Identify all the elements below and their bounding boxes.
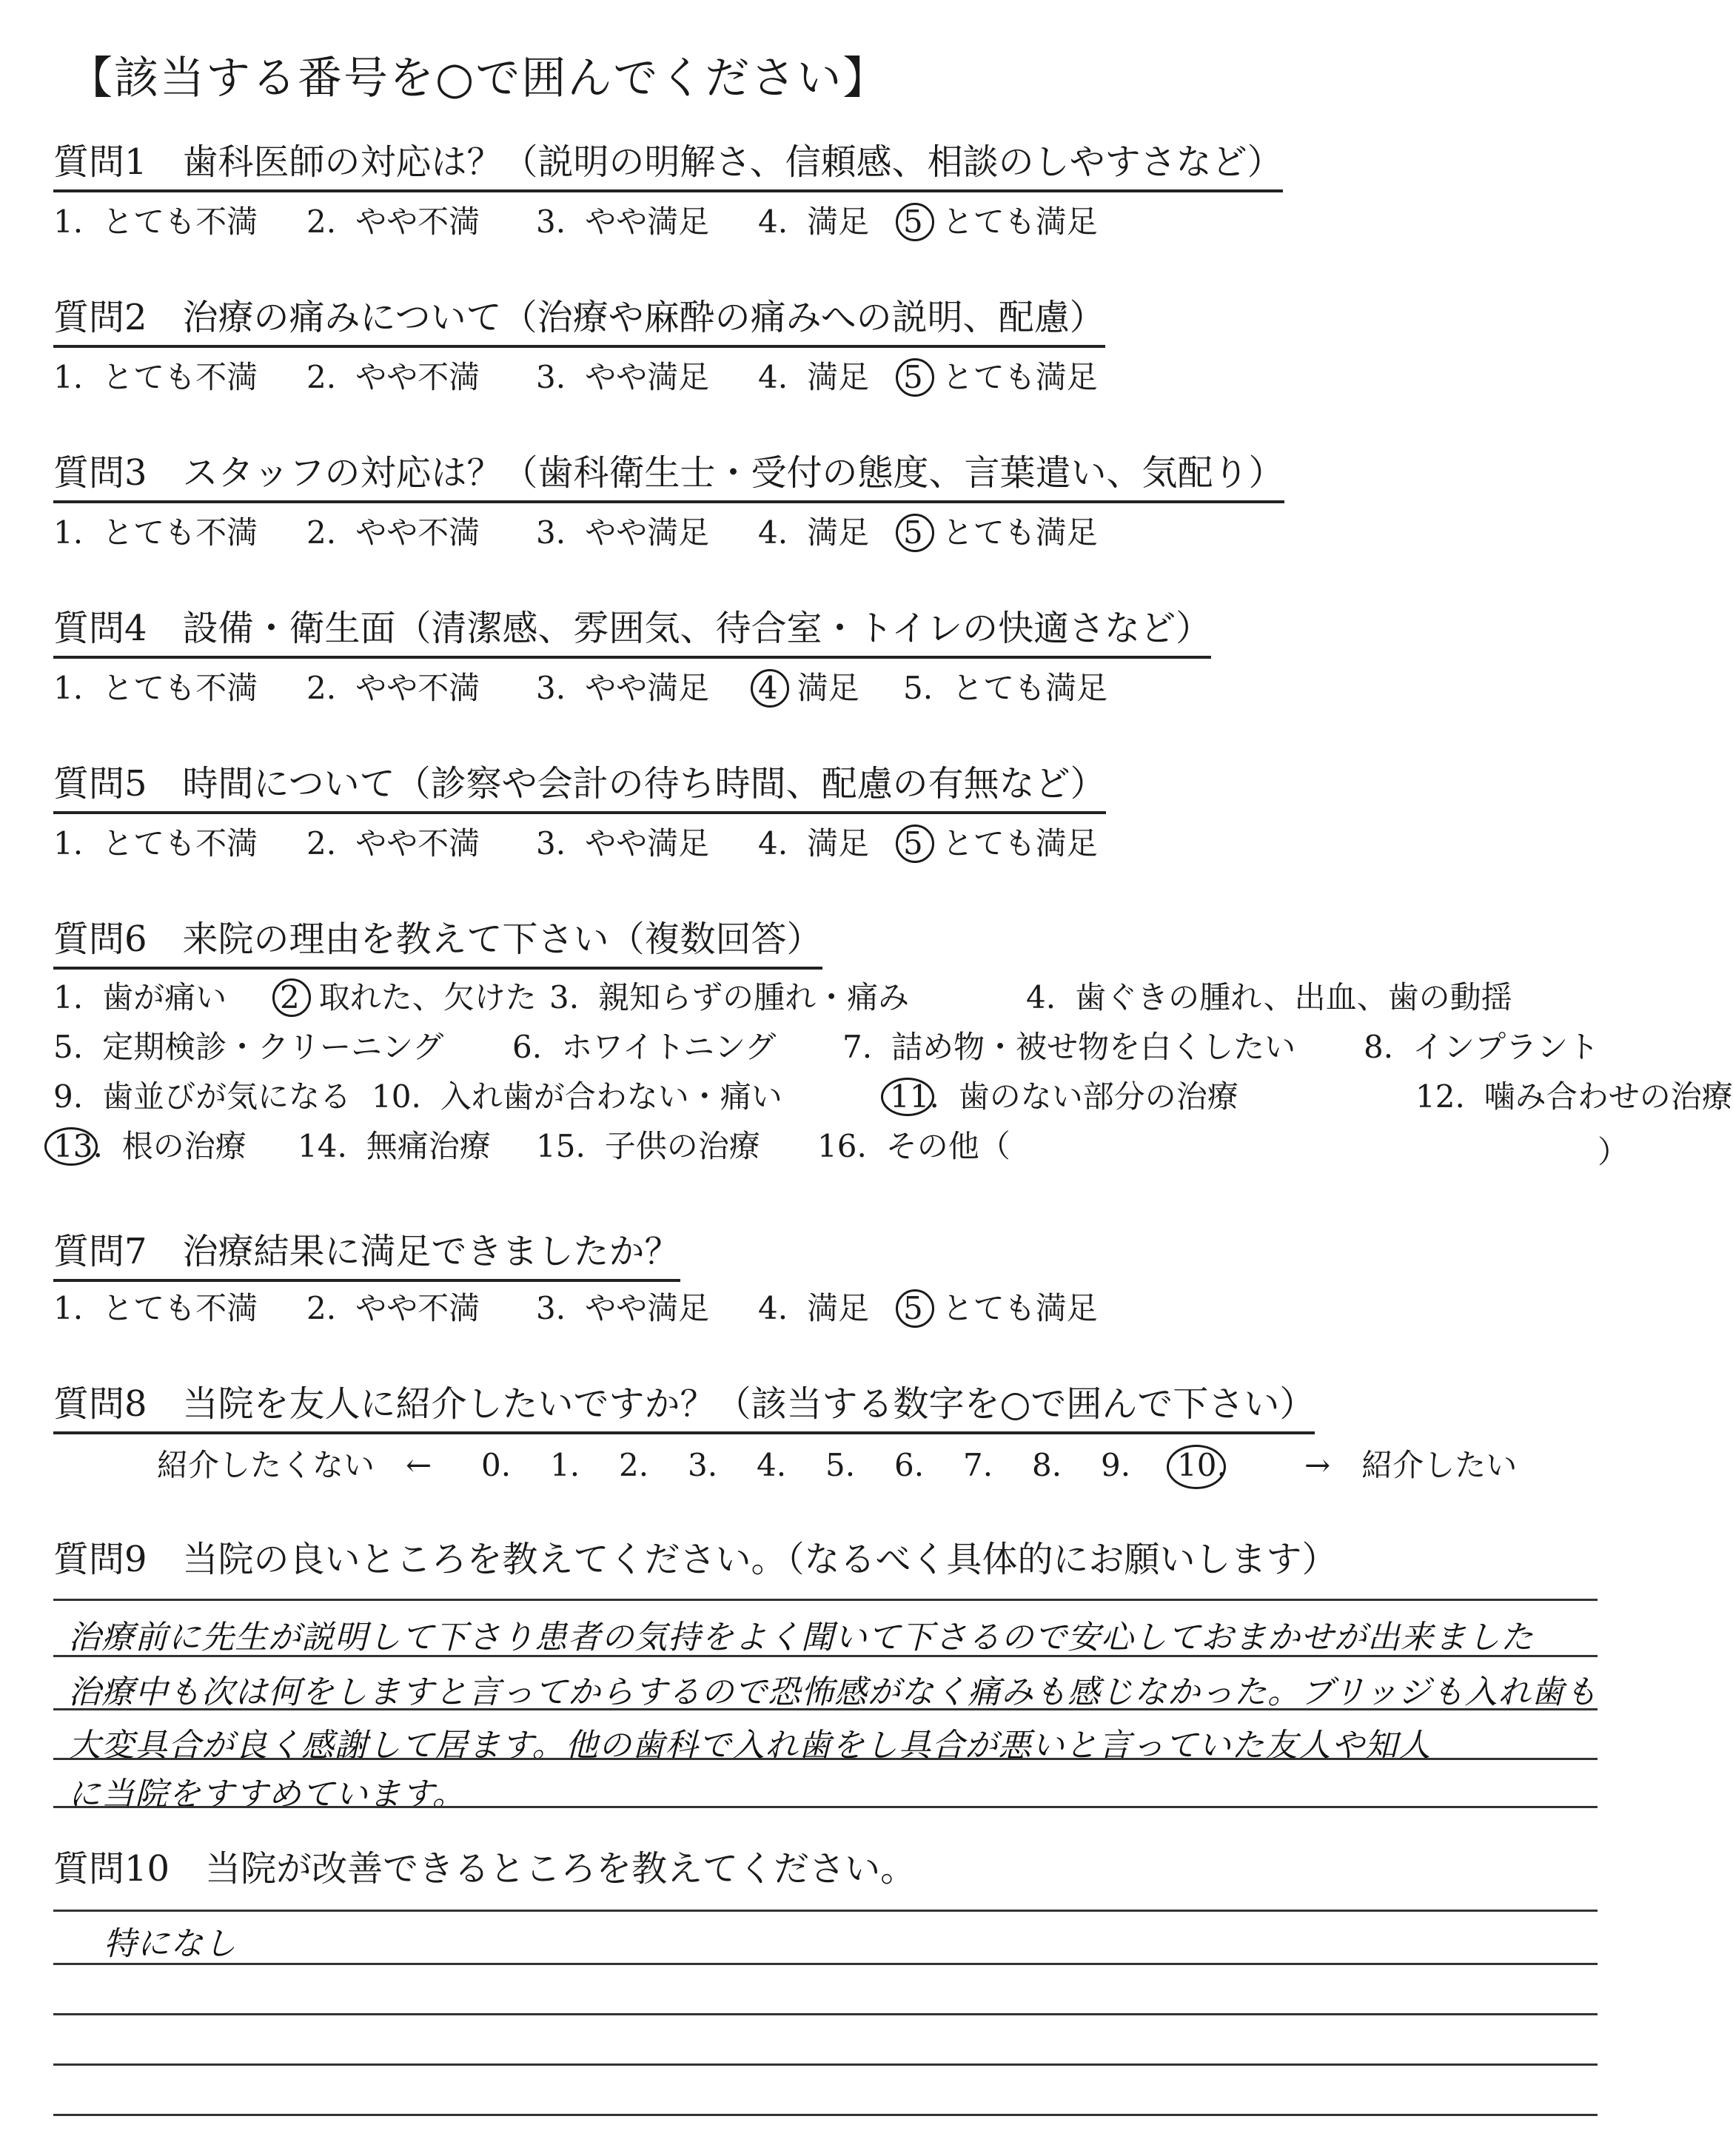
option-number: 12. bbox=[1415, 1078, 1465, 1115]
option-number: 1. bbox=[53, 359, 84, 395]
option-label: とても満足 bbox=[952, 670, 1108, 706]
option-number: 4. bbox=[758, 1290, 788, 1326]
option-number: 14. bbox=[298, 1128, 347, 1164]
option-number: 2. bbox=[306, 359, 337, 395]
answer-line bbox=[53, 1963, 1598, 1965]
option-label: 歯のない部分の治療 bbox=[958, 1078, 1238, 1115]
option-label: 詰め物・被せ物を白くしたい bbox=[891, 1029, 1296, 1065]
option-selected[interactable] bbox=[903, 823, 1098, 864]
option-selected[interactable] bbox=[903, 357, 1098, 398]
option[interactable] bbox=[536, 512, 709, 554]
option[interactable] bbox=[536, 1126, 760, 1167]
option-label: とても不満 bbox=[102, 359, 258, 395]
answer-line bbox=[53, 1806, 1598, 1808]
option-label: とても不満 bbox=[102, 1290, 258, 1326]
option-number: 1. bbox=[53, 979, 84, 1015]
scale-number[interactable]: 5. bbox=[825, 1447, 856, 1483]
scale-number[interactable]: 8. bbox=[1032, 1447, 1062, 1483]
option[interactable] bbox=[758, 1288, 869, 1329]
option-label: やや不満 bbox=[355, 514, 480, 551]
option-label: 子供の治療 bbox=[604, 1128, 760, 1164]
option-selected[interactable] bbox=[280, 977, 537, 1018]
option-label: 歯ぐきの腫れ、出血、歯の動揺 bbox=[1075, 979, 1512, 1015]
option-number: 6. bbox=[512, 1029, 543, 1065]
option-number: 15. bbox=[536, 1128, 586, 1164]
scale-number[interactable]: 1. bbox=[550, 1447, 580, 1483]
option-label: 満足 bbox=[797, 670, 859, 706]
option[interactable] bbox=[512, 1027, 776, 1068]
option-number: 4. bbox=[758, 825, 788, 862]
question-heading: 質問4 設備・衛生面（清潔感、雰囲気、待合室・トイレの快適さなど） bbox=[53, 605, 1211, 659]
option-label: 満足 bbox=[807, 204, 870, 240]
option-number: 5. bbox=[903, 670, 933, 706]
scale-number[interactable]: 4. bbox=[757, 1447, 787, 1483]
option-label: 満足 bbox=[807, 1290, 870, 1326]
option[interactable] bbox=[53, 201, 258, 243]
option-number: 16. bbox=[817, 1128, 867, 1164]
other-close-paren: ） bbox=[1598, 1134, 1629, 1170]
option-label: やや満足 bbox=[585, 359, 710, 395]
answer-text-line: 特になし bbox=[104, 1925, 237, 1963]
option[interactable] bbox=[306, 823, 480, 864]
option-number: 1. bbox=[53, 825, 84, 862]
option[interactable] bbox=[53, 668, 258, 709]
option-number: 3. bbox=[549, 979, 580, 1015]
question-heading: 質問2 治療の痛みについて（治療や麻酔の痛みへの説明、配慮） bbox=[53, 295, 1105, 348]
option-number: 3. bbox=[536, 359, 566, 395]
option-number: 4. bbox=[758, 514, 788, 551]
option[interactable] bbox=[53, 1076, 351, 1118]
answer-line bbox=[53, 1599, 1598, 1601]
circled-option-number: 13. bbox=[53, 1126, 103, 1167]
option-number: 9. bbox=[53, 1078, 84, 1115]
option-selected[interactable] bbox=[758, 668, 859, 709]
scale-left-label: 紹介したくない ← bbox=[157, 1447, 432, 1483]
option[interactable] bbox=[758, 357, 869, 398]
option-number: 3. bbox=[536, 204, 566, 240]
circled-option-number: 4 bbox=[758, 668, 778, 709]
answer-text-line: 治療中も次は何をしますと言ってからするので恐怖感がなく痛みも感じなかった。ブリッジも入れ歯も bbox=[68, 1673, 1598, 1711]
option-number: 2. bbox=[306, 204, 337, 240]
option-label: 満足 bbox=[807, 359, 870, 395]
answer-line bbox=[53, 1758, 1598, 1760]
option[interactable] bbox=[903, 668, 1107, 709]
option-label: やや不満 bbox=[355, 204, 480, 240]
answer-line bbox=[53, 2063, 1598, 2066]
circled-option-number: 5 bbox=[903, 823, 923, 864]
option[interactable] bbox=[536, 823, 709, 864]
option[interactable] bbox=[372, 1076, 782, 1118]
option-label: とても不満 bbox=[102, 204, 258, 240]
question-heading: 質問6 来院の理由を教えて下さい（複数回答） bbox=[53, 916, 822, 970]
option-number: 3. bbox=[536, 825, 566, 862]
scale-number[interactable]: 3. bbox=[688, 1447, 718, 1483]
scale-number[interactable]: 0. bbox=[481, 1447, 512, 1483]
option-number: 7. bbox=[842, 1029, 873, 1065]
option-number: 3. bbox=[536, 670, 566, 706]
option-label: 入れ歯が合わない・痛い bbox=[440, 1078, 782, 1115]
option[interactable] bbox=[758, 823, 869, 864]
option-label: とても不満 bbox=[102, 514, 258, 551]
option-label: 歯並びが気になる bbox=[102, 1078, 352, 1115]
option-label: とても不満 bbox=[102, 825, 258, 862]
option[interactable] bbox=[536, 357, 709, 398]
option-label: やや不満 bbox=[355, 825, 480, 862]
option-number: 4. bbox=[1026, 979, 1056, 1015]
option-label: インプラント bbox=[1412, 1029, 1600, 1065]
option-label: 満足 bbox=[807, 825, 870, 862]
option-number: 3. bbox=[536, 1290, 566, 1326]
option[interactable] bbox=[1364, 1027, 1599, 1068]
scale-number-selected[interactable]: 10. bbox=[1177, 1445, 1227, 1486]
option[interactable] bbox=[53, 823, 258, 864]
option-number: 8. bbox=[1364, 1029, 1394, 1065]
option-number: 2. bbox=[306, 514, 337, 551]
option-label: やや満足 bbox=[585, 670, 710, 706]
question-heading: 質問7 治療結果に満足できましたか？ bbox=[53, 1229, 680, 1282]
answer-line bbox=[53, 1708, 1598, 1710]
option-number: 2. bbox=[306, 670, 337, 706]
option[interactable] bbox=[306, 357, 480, 398]
option-label: とても満足 bbox=[942, 1290, 1098, 1326]
option[interactable] bbox=[306, 201, 480, 243]
option-number: 10. bbox=[372, 1078, 421, 1115]
answer-text-line: に当院をすすめています。 bbox=[68, 1776, 466, 1813]
option-label: とても不満 bbox=[102, 670, 258, 706]
answer-line bbox=[53, 1655, 1598, 1657]
question-heading: 質問5 時間について（診察や会計の待ち時間、配慮の有無など） bbox=[53, 761, 1106, 814]
option[interactable] bbox=[53, 977, 227, 1018]
option[interactable] bbox=[53, 512, 258, 554]
option[interactable] bbox=[306, 512, 480, 554]
circled-option-number: 5 bbox=[903, 512, 923, 554]
option-number: 5. bbox=[53, 1029, 84, 1065]
scale-number[interactable]: 9. bbox=[1101, 1447, 1131, 1483]
scale-right-label: → 紹介したい bbox=[1304, 1447, 1518, 1483]
option-label: その他（ bbox=[885, 1128, 1010, 1164]
option[interactable] bbox=[549, 977, 909, 1018]
question-heading: 質問3 スタッフの対応は？（歯科衛生士・受付の態度、言葉遣い、気配り） bbox=[53, 450, 1284, 503]
option-label: 定期検診・クリーニング bbox=[102, 1029, 444, 1065]
question-heading: 質問10 当院が改善できるところを教えてください。 bbox=[53, 1848, 916, 1890]
option-label: 歯が痛い bbox=[102, 979, 227, 1015]
option[interactable] bbox=[53, 357, 258, 398]
answer-line bbox=[53, 1910, 1598, 1912]
option-number: 2. bbox=[306, 1290, 337, 1326]
option-label: やや満足 bbox=[585, 825, 710, 862]
option-label: 無痛治療 bbox=[366, 1128, 491, 1164]
option-label: 根の治療 bbox=[121, 1128, 247, 1164]
option-label: やや満足 bbox=[585, 204, 710, 240]
option[interactable] bbox=[53, 1288, 258, 1329]
option[interactable] bbox=[758, 512, 869, 554]
option[interactable] bbox=[842, 1027, 1295, 1068]
option[interactable] bbox=[1026, 977, 1512, 1018]
option-selected[interactable] bbox=[903, 1288, 1098, 1329]
option-number: 3. bbox=[536, 514, 566, 551]
option-number: 1. bbox=[53, 1290, 84, 1326]
option[interactable] bbox=[53, 1027, 443, 1068]
option-label: やや満足 bbox=[585, 1290, 710, 1326]
circled-option-number: 5 bbox=[903, 357, 923, 398]
form-title: 【該当する番号を○で囲んでください】 bbox=[68, 53, 889, 104]
option[interactable] bbox=[536, 1288, 709, 1329]
question-heading: 質問1 歯科医師の対応は？（説明の明解さ、信頼感、相談のしやすさなど） bbox=[53, 139, 1283, 192]
option[interactable] bbox=[536, 201, 709, 243]
option-number: 2. bbox=[306, 825, 337, 862]
option-number: 1. bbox=[53, 514, 84, 551]
answer-text-line: 治療前に先生が説明して下さり患者の気持をよく聞いて下さるので安心しておまかせが出来ました bbox=[68, 1619, 1534, 1656]
option-selected[interactable] bbox=[53, 1126, 247, 1167]
option-number: 1. bbox=[53, 670, 84, 706]
answer-line bbox=[53, 2013, 1598, 2015]
recommend-scale bbox=[53, 1445, 1534, 1488]
option-label: やや不満 bbox=[355, 359, 480, 395]
option-label: ホワイトニング bbox=[561, 1029, 777, 1065]
option-label: とても満足 bbox=[942, 825, 1098, 862]
option-label: とても満足 bbox=[942, 514, 1098, 551]
answer-text-line: 大変具合が良く感謝して居ます。他の歯科で入れ歯をし具合が悪いと言っていた友人や知人 bbox=[68, 1727, 1432, 1764]
option-label: 満足 bbox=[807, 514, 870, 551]
option-number: 4. bbox=[758, 359, 788, 395]
option[interactable] bbox=[817, 1126, 1010, 1167]
option-number: 1. bbox=[53, 204, 84, 240]
scale-number[interactable]: 6. bbox=[894, 1447, 925, 1483]
option[interactable] bbox=[298, 1126, 491, 1167]
option-selected[interactable] bbox=[903, 201, 1098, 243]
option-label: やや不満 bbox=[355, 670, 480, 706]
option-number: 4. bbox=[758, 204, 788, 240]
option[interactable] bbox=[536, 668, 709, 709]
circled-option-number: 5 bbox=[903, 1288, 923, 1329]
option-label: とても満足 bbox=[942, 204, 1098, 240]
option-label: 取れた、欠けた bbox=[318, 979, 537, 1015]
answer-line bbox=[53, 2114, 1598, 2116]
circled-option-number: 2 bbox=[280, 977, 300, 1018]
option[interactable] bbox=[1415, 1076, 1733, 1118]
scale-number[interactable]: 7. bbox=[963, 1447, 993, 1483]
option[interactable] bbox=[758, 201, 869, 243]
option-selected[interactable] bbox=[890, 1076, 1238, 1118]
scale-number[interactable]: 2. bbox=[619, 1447, 649, 1483]
option-label: やや満足 bbox=[585, 514, 710, 551]
option[interactable] bbox=[306, 668, 480, 709]
circled-option-number: 5 bbox=[903, 201, 923, 243]
option-label: とても満足 bbox=[942, 359, 1098, 395]
question-heading: 質問8 当院を友人に紹介したいですか？（該当する数字を○で囲んで下さい） bbox=[53, 1381, 1315, 1434]
option-selected[interactable] bbox=[903, 512, 1098, 554]
circled-option-number: 11. bbox=[890, 1076, 939, 1118]
option-label: 親知らずの腫れ・痛み bbox=[598, 979, 910, 1015]
question-heading: 質問9 当院の良いところを教えてください。（なるべく具体的にお願いします） bbox=[53, 1539, 1338, 1580]
option[interactable] bbox=[306, 1288, 480, 1329]
option-label: やや不満 bbox=[355, 1290, 480, 1326]
option-label: 噛み合わせの治療 bbox=[1484, 1078, 1733, 1115]
